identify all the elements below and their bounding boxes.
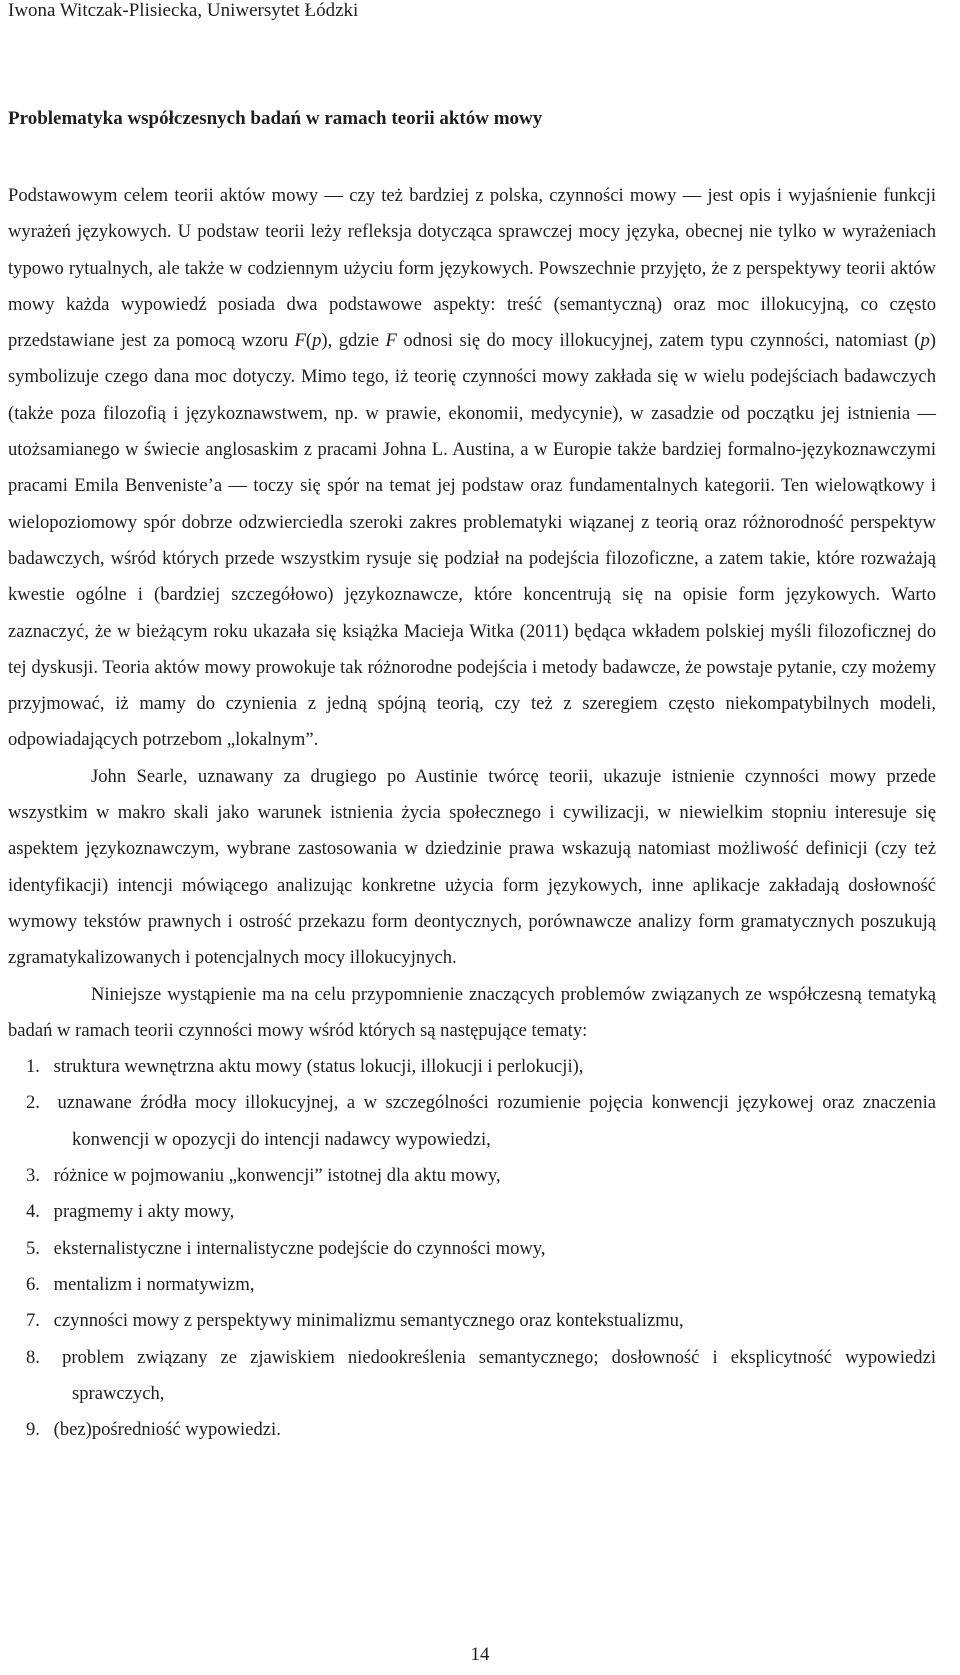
list-item-text: mentalizm i normatywizm, (53, 1273, 255, 1295)
running-header: Iwona Witczak-Plisiecka, Uniwersytet Łódzki (8, 0, 359, 21)
page-title: Problematyka współczesnych badań w ramach teorii aktów mowy (8, 108, 543, 129)
list-item-text: problem związany ze zjawiskiem niedookreślenia semantycznego; dosłowność i eksplicytność wypowiedzi sprawczych, (62, 1346, 936, 1404)
list-item: 1. struktura wewnętrzna aktu mowy (status lokucji, illokucji i perlokucji), (26, 1056, 584, 1078)
list-item: 7. czynności mowy z perspektywy minimalizmu semantycznego oraz kontekstualizmu, (26, 1310, 684, 1332)
paragraph-1-text-b: odnosi się do mocy illokucyjnej, zatem typu czynności, natomiast ( (396, 330, 921, 352)
paragraph-2: John Searle, uznawany za drugiego po Austinie twórcę teorii, ukazuje istnienie czynności mowy przede wszystkim w makro skali jako warunek istnienia życia społecznego i cywilizacji, w niewielkim stopniu interesuje się aspektem językoznawczym, wybrane zastosowania w dziedzinie prawa wskazują natomiast możliwość definicji (czy też identyfikacji) intencji mówiącego analizując konkretne użycia form językowych, inne aplikacje zakładają dosłowność wymowy tekstów prawnych i ostrość przekazu form deontycznych, porównawcze analizy form gramatycznych poszukują zgramatykalizowanych i potencjalnych mocy illokucyjnych. (8, 765, 936, 969)
formula-p: p (312, 330, 322, 352)
formula-F: F (294, 330, 306, 352)
list-item: 5. eksternalistyczne i internalistyczne podejście do czynności mowy, (26, 1237, 546, 1259)
list-item: 3. różnice w pojmowaniu „konwencji” istotnej dla aktu mowy, (26, 1165, 501, 1187)
symbol-F: F (385, 330, 397, 352)
symbol-p: p (920, 330, 930, 352)
list-item-text: struktura wewnętrzna aktu mowy (status lokucji, illokucji i perlokucji), (53, 1056, 584, 1078)
formula-paren-close: ), gdzie (321, 330, 386, 352)
list-item-text: eksternalistyczne i internalistyczne podejście do czynności mowy, (53, 1237, 546, 1259)
list-item-text: uznawane źródła mocy illokucyjnej, a w szczególności rozumienie pojęcia konwencji językowej oraz znaczenia konwencji w opozycji do intencji nadawcy wypowiedzi, (57, 1092, 936, 1150)
list-item: 6. mentalizm i normatywizm, (26, 1273, 255, 1295)
paragraph-3: Niniejsze wystąpienie ma na celu przypomnienie znaczących problemów związanych ze współczesną tematyką badań w ramach teorii czynności mowy wśród których są następujące tematy: (8, 983, 936, 1041)
body-text (8, 178, 936, 1448)
list-item: 8. problem związany ze zjawiskiem niedookreślenia semantycznego; dosłowność i eksplicytność wypowiedzi sprawczych, (26, 1346, 936, 1404)
list-item: 9. (bez)pośredniość wypowiedzi. (26, 1419, 281, 1441)
paragraph-1 (8, 178, 936, 759)
page-number: 14 (470, 1644, 490, 1665)
topics-list (8, 1049, 936, 1448)
list-item-text: różnice w pojmowaniu „konwencji” istotnej dla aktu mowy, (53, 1165, 501, 1187)
list-item: 2. uznawane źródła mocy illokucyjnej, a w szczególności rozumienie pojęcia konwencji językowej oraz znaczenia konwencji w opozycji do intencji nadawcy wypowiedzi, (26, 1092, 936, 1150)
paragraph-1-text-c: ) symbolizuje czego dana moc dotyczy. Mimo tego, iż teorię czynności mowy zakłada się w wielu podejściach badawczych (także poza filozofią i językoznawstwem, np. w prawie, ekonomii, medycynie), w zasadzie od początku jej istnienia — utożsamianego w świecie anglosaskim z pracami Johna L. Austina, a w Europie także bardziej formalno-językoznawczymi pracami Emila Benveniste’a — toczy się spór na temat jej podstaw oraz fundamentalnych kategorii. Ten wielowątkowy i wielopoziomowy spór dobrze odzwierciedla szeroki zakres problematyki wiązanej z teorią oraz różnorodność perspektyw badawczych, wśród których przede wszystkim rysuje się podział na podejścia filozoficzne, a zatem takie, które rozważają kwestie ogólne i (bardziej szczegółowo) językoznawcze, które koncentrują się na opisie form językowych. Warto zaznaczyć, że w bieżącym roku ukazała się książka Macieja Witka (2011) będąca wkładem polskiej myśli filozoficznej do tej dyskusji. Teoria aktów mowy prowokuje tak różnorodne podejścia i metody badawcze, że powstaje pytanie, czy możemy przyjmować, iż mamy do czynienia z jedną spójną teorią, czy też z szeregiem często niekompatybilnych modeli, odpowiadających potrzebom „lokalnym”. (8, 330, 936, 751)
list-item: 4. pragmemy i akty mowy, (26, 1201, 235, 1223)
list-item-text: (bez)pośredniość wypowiedzi. (53, 1419, 281, 1441)
list-item-text: pragmemy i akty mowy, (53, 1201, 235, 1223)
list-item-text: czynności mowy z perspektywy minimalizmu semantycznego oraz kontekstualizmu, (53, 1310, 684, 1332)
paragraph-1-text-a: Podstawowym celem teorii aktów mowy — czy też bardziej z polska, czynności mowy — jest opis i wyjaśnienie funkcji wyrażeń językowych. U podstaw teorii leży refleksja dotycząca sprawczej mocy języka, obecnej nie tylko w wyrażeniach typowo rytualnych, ale także w codziennym użyciu form językowych. Powszechnie przyjęto, że z perspektywy teorii aktów mowy każda wypowiedź posiada dwa podstawowe aspekty: treść (semantyczną) oraz moc illokucyjną, co często przedstawiane jest za pomocą wzoru (8, 185, 936, 352)
formula-paren-open: ( (305, 330, 313, 352)
